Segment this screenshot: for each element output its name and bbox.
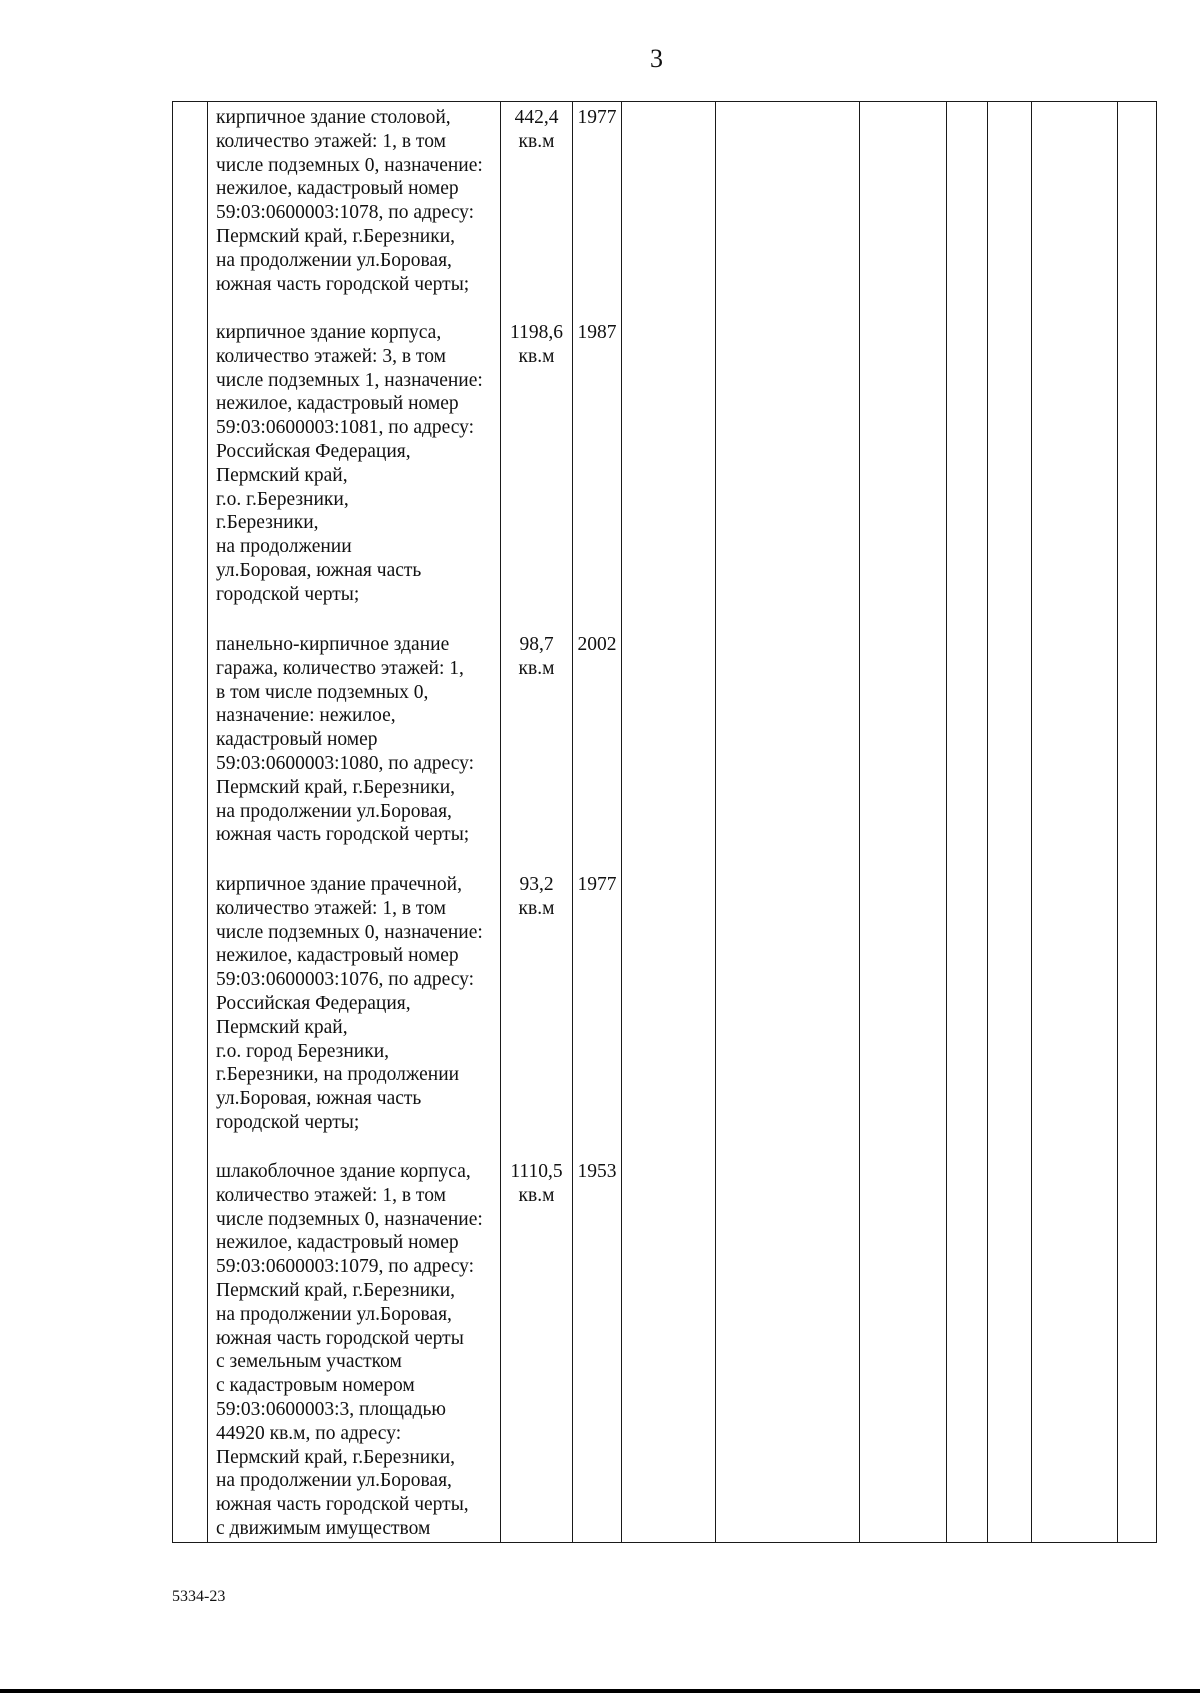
- entry-area: 1198,6 кв.м: [510, 322, 563, 367]
- empty-cell: [1032, 102, 1118, 1543]
- entry-area: 1110,5 кв.м: [510, 1161, 563, 1206]
- scan-edge-line: [0, 1689, 1200, 1693]
- property-table: [172, 101, 1157, 1543]
- entry-year: 1977: [577, 107, 617, 128]
- empty-cell: [860, 102, 947, 1543]
- index-cell: [173, 102, 208, 1543]
- entry-area: 98,7 кв.м: [518, 634, 555, 679]
- entry-year: 1953: [577, 1161, 617, 1182]
- entry-year: 2002: [577, 634, 617, 655]
- entry-description: кирпичное здание столовой, количество этажей: 1, в том числе подземных 0, назначение: нежилое, кадастровый номер 59:03:0600003:1078, по адресу: Пермский край, г.Березники, на продолжении ул.Боровая, южная часть городской черты;: [216, 107, 483, 295]
- empty-cell: [716, 102, 860, 1543]
- entry-description: шлакоблочное здание корпуса, количество этажей: 1, в том числе подземных 0, назначение: нежилое, кадастровый номер 59:03:0600003:1079, по адресу: Пермский край, г.Березники, на продолжении ул.Боровая, южная часть городской черты с земельным участком с кадастровым номером 59:03:0600003:3, площадью 44920 кв.м, по адресу: Пермский край, г.Березники, на продолжении ул.Боровая, южная часть городской черты, с движимым имуществом: [216, 1161, 483, 1539]
- area-cell: [501, 102, 573, 1543]
- empty-cell: [947, 102, 988, 1543]
- entry-year: 1987: [577, 322, 617, 343]
- year-cell: [573, 102, 622, 1543]
- table-row: [173, 102, 1157, 1543]
- entry-area: 93,2 кв.м: [518, 874, 555, 919]
- entry-description: панельно-кирпичное здание гаража, количество этажей: 1, в том числе подземных 0, назначение: нежилое, кадастровый номер 59:03:0600003:1080, по адресу: Пермский край, г.Березники, на продолжении ул.Боровая, южная часть городской черты;: [216, 634, 475, 846]
- entry-description: кирпичное здание корпуса, количество этажей: 3, в том числе подземных 1, назначение: нежилое, кадастровый номер 59:03:0600003:1081, по адресу: Российская Федерация, Пермский край, г.о. г.Березники, г.Березники, на продолжении ул.Боровая, южная часть городской черты;: [216, 322, 483, 605]
- document-code: 5334-23: [172, 1588, 226, 1605]
- empty-cell: [622, 102, 716, 1543]
- description-cell: [208, 102, 501, 1543]
- page-number: 3: [650, 44, 663, 73]
- entry-year: 1977: [577, 874, 617, 895]
- entry-description: кирпичное здание прачечной, количество этажей: 1, в том числе подземных 0, назначение: нежилое, кадастровый номер 59:03:0600003:1076, по адресу: Российская Федерация, Пермский край, г.о. город Березники, г.Березники, на продолжении ул.Боровая, южная часть городской черты;: [216, 874, 483, 1133]
- empty-cell: [1118, 102, 1157, 1543]
- entry-area: 442,4 кв.м: [514, 107, 559, 152]
- empty-cell: [988, 102, 1032, 1543]
